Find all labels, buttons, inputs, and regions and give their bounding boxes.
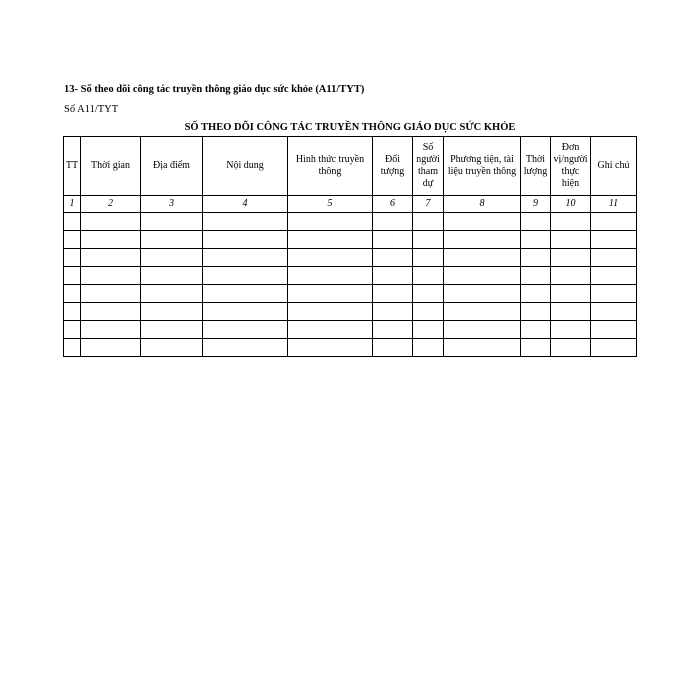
col-header-materials: Phương tiện, tài liệu truyền thông xyxy=(444,137,521,196)
table-cell xyxy=(521,339,551,357)
col-header-content: Nội dung xyxy=(203,137,288,196)
table-cell xyxy=(203,267,288,285)
column-number: 3 xyxy=(141,196,203,213)
table-cell xyxy=(413,249,444,267)
table-cell xyxy=(591,249,637,267)
col-header-time: Thời gian xyxy=(81,137,141,196)
header-row xyxy=(64,137,637,196)
table-cell xyxy=(203,249,288,267)
table-cell xyxy=(64,303,81,321)
table-cell xyxy=(141,321,203,339)
table-cell xyxy=(64,267,81,285)
table-cell xyxy=(551,267,591,285)
table-cell xyxy=(521,303,551,321)
table-row xyxy=(64,267,637,285)
table-cell xyxy=(81,339,141,357)
table-cell xyxy=(591,339,637,357)
table-cell xyxy=(551,231,591,249)
table-cell xyxy=(521,321,551,339)
table-cell xyxy=(288,213,373,231)
table-cell xyxy=(591,321,637,339)
table-cell xyxy=(81,321,141,339)
table-cell xyxy=(413,231,444,249)
table-cell xyxy=(64,249,81,267)
table-cell xyxy=(64,339,81,357)
table-cell xyxy=(444,249,521,267)
table-cell xyxy=(591,303,637,321)
column-number: 11 xyxy=(591,196,637,213)
table-row xyxy=(64,339,637,357)
column-number: 4 xyxy=(203,196,288,213)
table-cell xyxy=(373,339,413,357)
col-header-organizer: Đơn vị/người thực hiện xyxy=(551,137,591,196)
table-cell xyxy=(551,285,591,303)
column-number: 9 xyxy=(521,196,551,213)
table-cell xyxy=(444,303,521,321)
table-cell xyxy=(373,231,413,249)
col-header-format: Hình thức truyền thông xyxy=(288,137,373,196)
table-cell xyxy=(288,321,373,339)
column-number: 10 xyxy=(551,196,591,213)
table-cell xyxy=(444,213,521,231)
table-cell xyxy=(521,285,551,303)
table-cell xyxy=(141,267,203,285)
table-cell xyxy=(551,321,591,339)
table-cell xyxy=(521,267,551,285)
col-header-audience: Đối tượng xyxy=(373,137,413,196)
table-cell xyxy=(81,249,141,267)
table-cell xyxy=(64,321,81,339)
table-cell xyxy=(141,213,203,231)
table-cell xyxy=(64,213,81,231)
column-number: 8 xyxy=(444,196,521,213)
table-cell xyxy=(551,213,591,231)
column-number: 6 xyxy=(373,196,413,213)
form-code: Số A11/TYT xyxy=(64,104,119,115)
table-cell xyxy=(288,285,373,303)
table-cell xyxy=(141,231,203,249)
table-cell xyxy=(81,231,141,249)
table-cell xyxy=(141,249,203,267)
table-cell xyxy=(203,303,288,321)
table-cell xyxy=(373,285,413,303)
table-cell xyxy=(288,231,373,249)
table-cell xyxy=(413,267,444,285)
tracking-table xyxy=(63,136,637,357)
table-cell xyxy=(141,303,203,321)
column-number: 1 xyxy=(64,196,81,213)
column-number: 5 xyxy=(288,196,373,213)
table-cell xyxy=(551,249,591,267)
table-cell xyxy=(81,285,141,303)
table-cell xyxy=(288,267,373,285)
table-cell xyxy=(521,249,551,267)
table-cell xyxy=(591,267,637,285)
table-cell xyxy=(521,231,551,249)
table-cell xyxy=(288,249,373,267)
table-cell xyxy=(203,321,288,339)
table-cell xyxy=(591,231,637,249)
table-cell xyxy=(373,267,413,285)
table-cell xyxy=(413,339,444,357)
book-title: SỐ THEO DÕI CÔNG TÁC TRUYỀN THÔNG GIÁO DỤC SỨC KHỎE xyxy=(184,122,516,133)
table-cell xyxy=(444,285,521,303)
table-cell xyxy=(81,267,141,285)
column-number-row xyxy=(64,196,637,213)
table-cell xyxy=(288,339,373,357)
table-row xyxy=(64,213,637,231)
column-number: 7 xyxy=(413,196,444,213)
table-cell xyxy=(591,213,637,231)
col-header-notes: Ghi chú xyxy=(591,137,637,196)
table-cell xyxy=(373,321,413,339)
table-cell xyxy=(373,249,413,267)
section-heading: 13- Sổ theo dõi công tác truyền thông giáo dục sức khỏe (A11/TYT) xyxy=(64,84,365,95)
table-cell xyxy=(413,303,444,321)
table-cell xyxy=(373,303,413,321)
table-row xyxy=(64,249,637,267)
table-row xyxy=(64,285,637,303)
table-row xyxy=(64,303,637,321)
table-cell xyxy=(64,231,81,249)
col-header-location: Địa điểm xyxy=(141,137,203,196)
col-header-attendees: Số người tham dự xyxy=(413,137,444,196)
col-header-tt: TT xyxy=(64,137,81,196)
table-cell xyxy=(521,213,551,231)
table-cell xyxy=(203,231,288,249)
table-cell xyxy=(203,339,288,357)
table-cell xyxy=(203,213,288,231)
table-cell xyxy=(551,303,591,321)
table-cell xyxy=(444,339,521,357)
col-header-duration: Thời lượng xyxy=(521,137,551,196)
table-cell xyxy=(444,267,521,285)
table-row xyxy=(64,321,637,339)
table-cell xyxy=(81,213,141,231)
table-cell xyxy=(413,213,444,231)
table-cell xyxy=(444,321,521,339)
table-cell xyxy=(81,303,141,321)
column-number: 2 xyxy=(81,196,141,213)
table-cell xyxy=(444,231,521,249)
table-cell xyxy=(141,285,203,303)
table-cell xyxy=(413,321,444,339)
table-cell xyxy=(413,285,444,303)
table-cell xyxy=(64,285,81,303)
table-row xyxy=(64,231,637,249)
table-cell xyxy=(288,303,373,321)
table-cell xyxy=(141,339,203,357)
table-cell xyxy=(551,339,591,357)
table-cell xyxy=(203,285,288,303)
table-cell xyxy=(373,213,413,231)
table-cell xyxy=(591,285,637,303)
